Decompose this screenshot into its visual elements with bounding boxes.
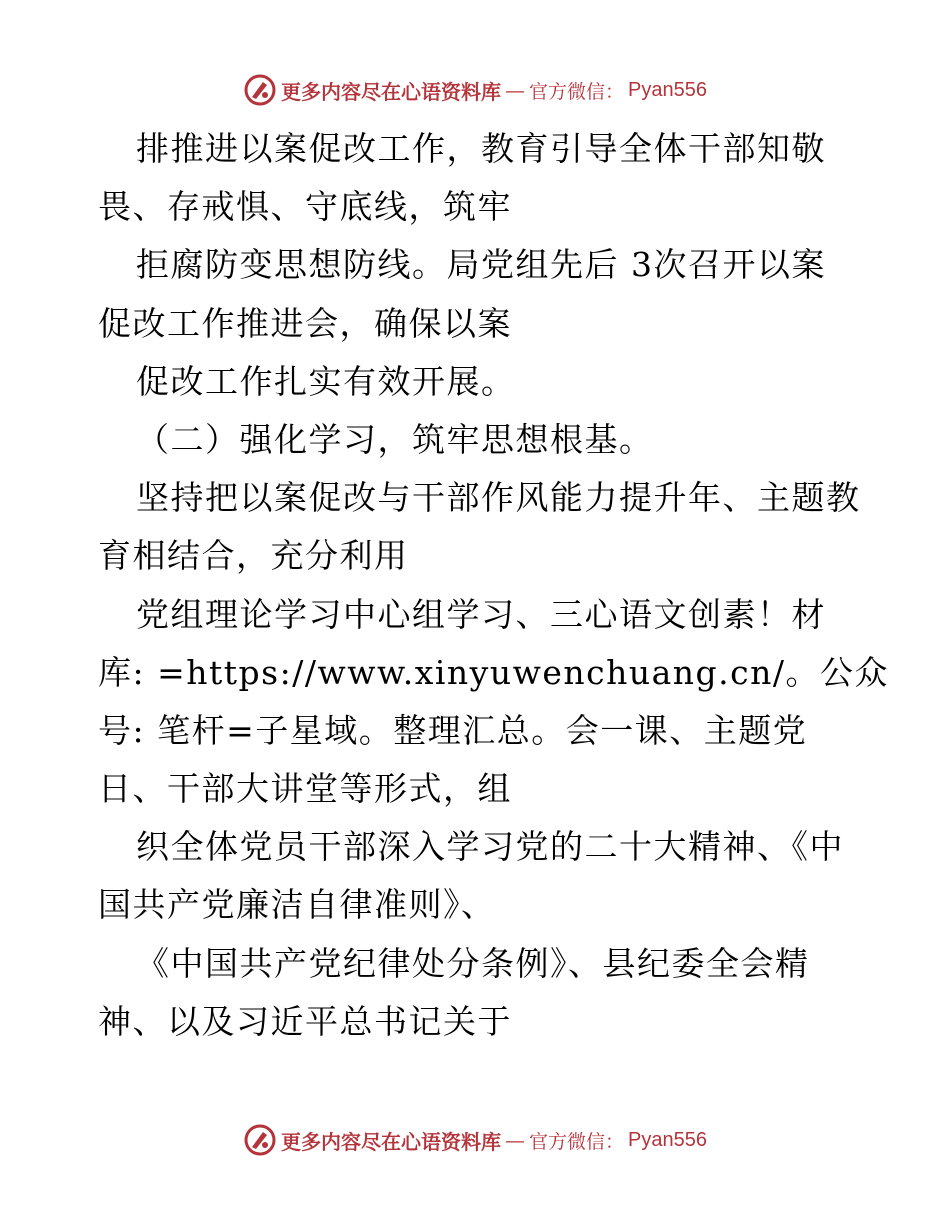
body-line: 号: 笔杆=子星域。整理汇总。会一课、主题党 <box>98 710 808 750</box>
body-line: 畏、存戒惧、守底线，筑牢 <box>98 187 512 227</box>
body-line: 拒腐防变思想防线。局党组先后 3次召开以案 <box>136 245 826 285</box>
body-line: 《中国共产党纪律处分条例》、县纪委全会精 <box>136 943 810 983</box>
header-watermark <box>0 70 950 110</box>
body-line: 神、以及习近平总书记关于 <box>98 1001 512 1041</box>
footer-watermark <box>0 1120 950 1160</box>
banner-wechat-label: 官方微信： <box>529 80 625 103</box>
body-line: 促改工作扎实有效开展。 <box>136 361 516 401</box>
banner-site-name: 更多内容尽在心语资料库 <box>281 1129 501 1154</box>
body-line: 库: =https://www.xinyuwenchuang.cn/。公众 <box>98 652 889 692</box>
body-line: 坚持把以案促改与干部作风能力提升年、主题教 <box>136 478 861 518</box>
logo-icon <box>243 73 277 107</box>
body-line: 促改工作推进会，确保以案 <box>98 303 512 343</box>
logo-icon <box>243 1123 277 1157</box>
banner-dash: — <box>505 78 525 102</box>
banner-wechat-id: Pyan556 <box>628 1128 707 1151</box>
body-line: 织全体党员干部深入学习党的二十大精神、《中 <box>136 827 844 867</box>
banner-wechat-id: Pyan556 <box>628 78 707 101</box>
body-line: 党组理论学习中心组学习、三心语文创素！材 <box>136 594 826 634</box>
banner-wechat-label: 官方微信： <box>529 1130 625 1153</box>
body-line: 日、干部大讲堂等形式，组 <box>98 769 512 809</box>
body-line: 国共产党廉洁自律准则》、 <box>98 885 496 925</box>
banner-dash: — <box>505 1128 525 1152</box>
banner-site-name: 更多内容尽在心语资料库 <box>281 79 501 104</box>
document-body <box>98 120 918 1051</box>
body-line: 排推进以案促改工作，教育引导全体干部知敬 <box>136 129 826 168</box>
body-line: 育相结合，充分利用 <box>98 536 409 576</box>
section-heading: （二）强化学习，筑牢思想根基。 <box>136 419 654 459</box>
